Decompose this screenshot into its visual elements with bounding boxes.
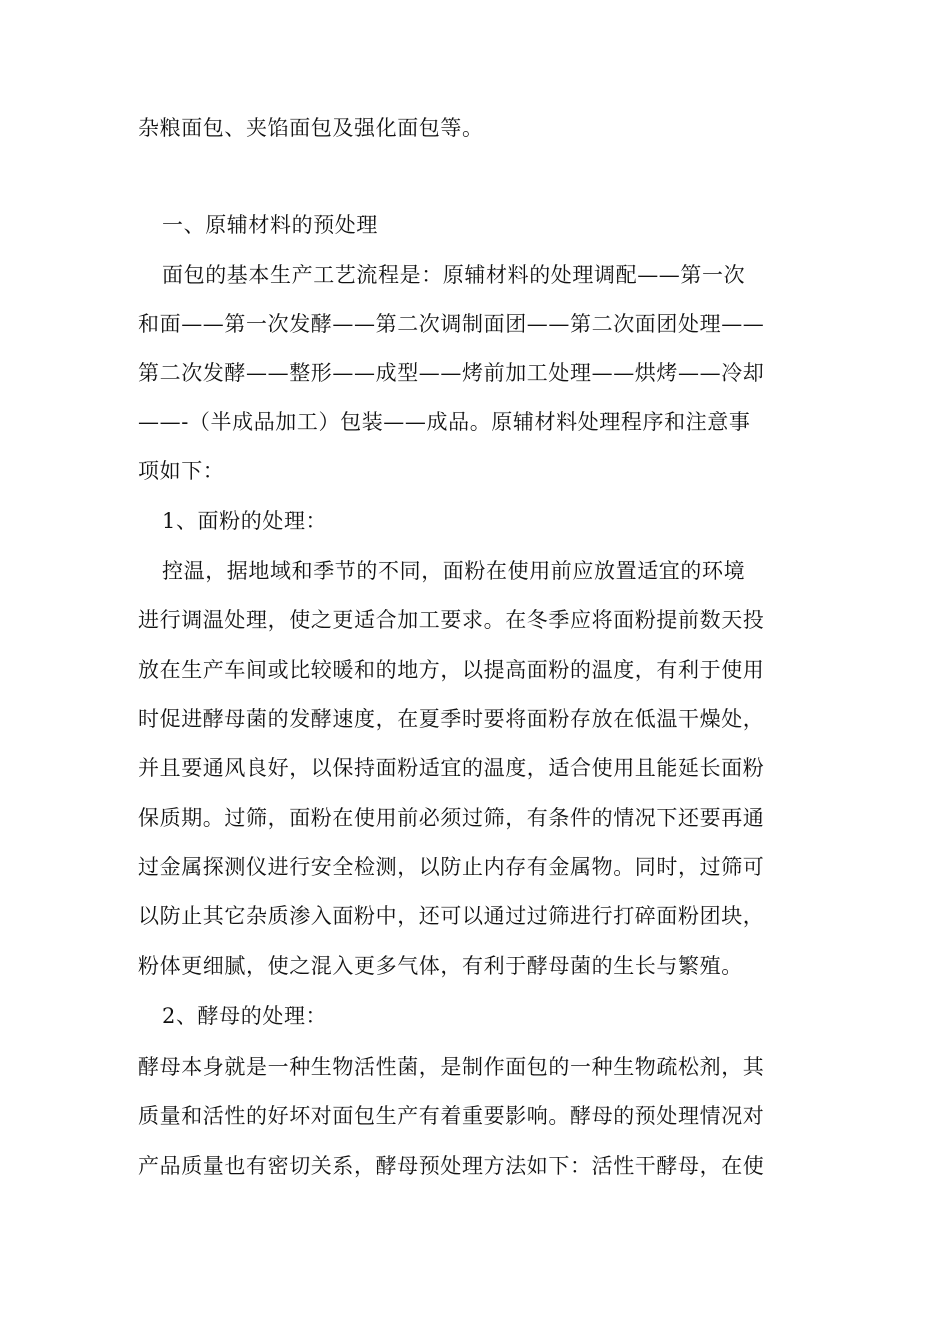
text-line: 粉体更细腻，使之混入更多气体，有利于酵母菌的生长与繁殖。 xyxy=(138,954,743,978)
text-line: 过金属探测仪进行安全检测，以防止内存有金属物。同时，过筛可 xyxy=(138,855,765,879)
text-line: 面包的基本生产工艺流程是：原辅材料的处理调配——第一次 xyxy=(162,263,746,287)
subsection-heading: 1、面粉的处理： xyxy=(162,509,328,533)
text-line: 酵母本身就是一种生物活性菌，是制作面包的一种生物疏松剂，其 xyxy=(138,1055,765,1079)
text-line: ——-（半成品加工）包装——成品。原辅材料处理程序和注意事 xyxy=(138,410,751,434)
text-line: 控温，据地域和季节的不同，面粉在使用前应放置适宜的环境 xyxy=(162,559,746,583)
text-line: 项如下： xyxy=(138,459,225,483)
text-line: 并且要通风良好，以保持面粉适宜的温度，适合使用且能延长面粉 xyxy=(138,756,765,780)
text-line: 产品质量也有密切关系，酵母预处理方法如下：活性干酵母，在使 xyxy=(138,1154,765,1178)
text-line: 和面——第一次发酵——第二次调制面团——第二次面团处理—— xyxy=(138,312,765,336)
text-line: 保质期。过筛，面粉在使用前必须过筛，有条件的情况下还要再通 xyxy=(138,806,765,830)
text-line: 质量和活性的好坏对面包生产有着重要影响。酵母的预处理情况对 xyxy=(138,1104,765,1128)
text-line: 以防止其它杂质渗入面粉中，还可以通过过筛进行打碎面粉团块， xyxy=(138,904,765,928)
text-line: 进行调温处理，使之更适合加工要求。在冬季应将面粉提前数天投 xyxy=(138,608,765,632)
text-line: 第二次发酵——整形——成型——烤前加工处理——烘烤——冷却 xyxy=(138,361,765,385)
text-line: 杂粮面包、夹馅面包及强化面包等。 xyxy=(138,116,484,140)
section-heading: 一、原辅材料的预处理 xyxy=(162,213,378,237)
text-line: 时促进酵母菌的发酵速度，在夏季时要将面粉存放在低温干燥处， xyxy=(138,707,765,731)
text-line: 放在生产车间或比较暖和的地方，以提高面粉的温度，有利于使用 xyxy=(138,658,765,682)
subsection-heading: 2、酵母的处理： xyxy=(162,1004,328,1028)
